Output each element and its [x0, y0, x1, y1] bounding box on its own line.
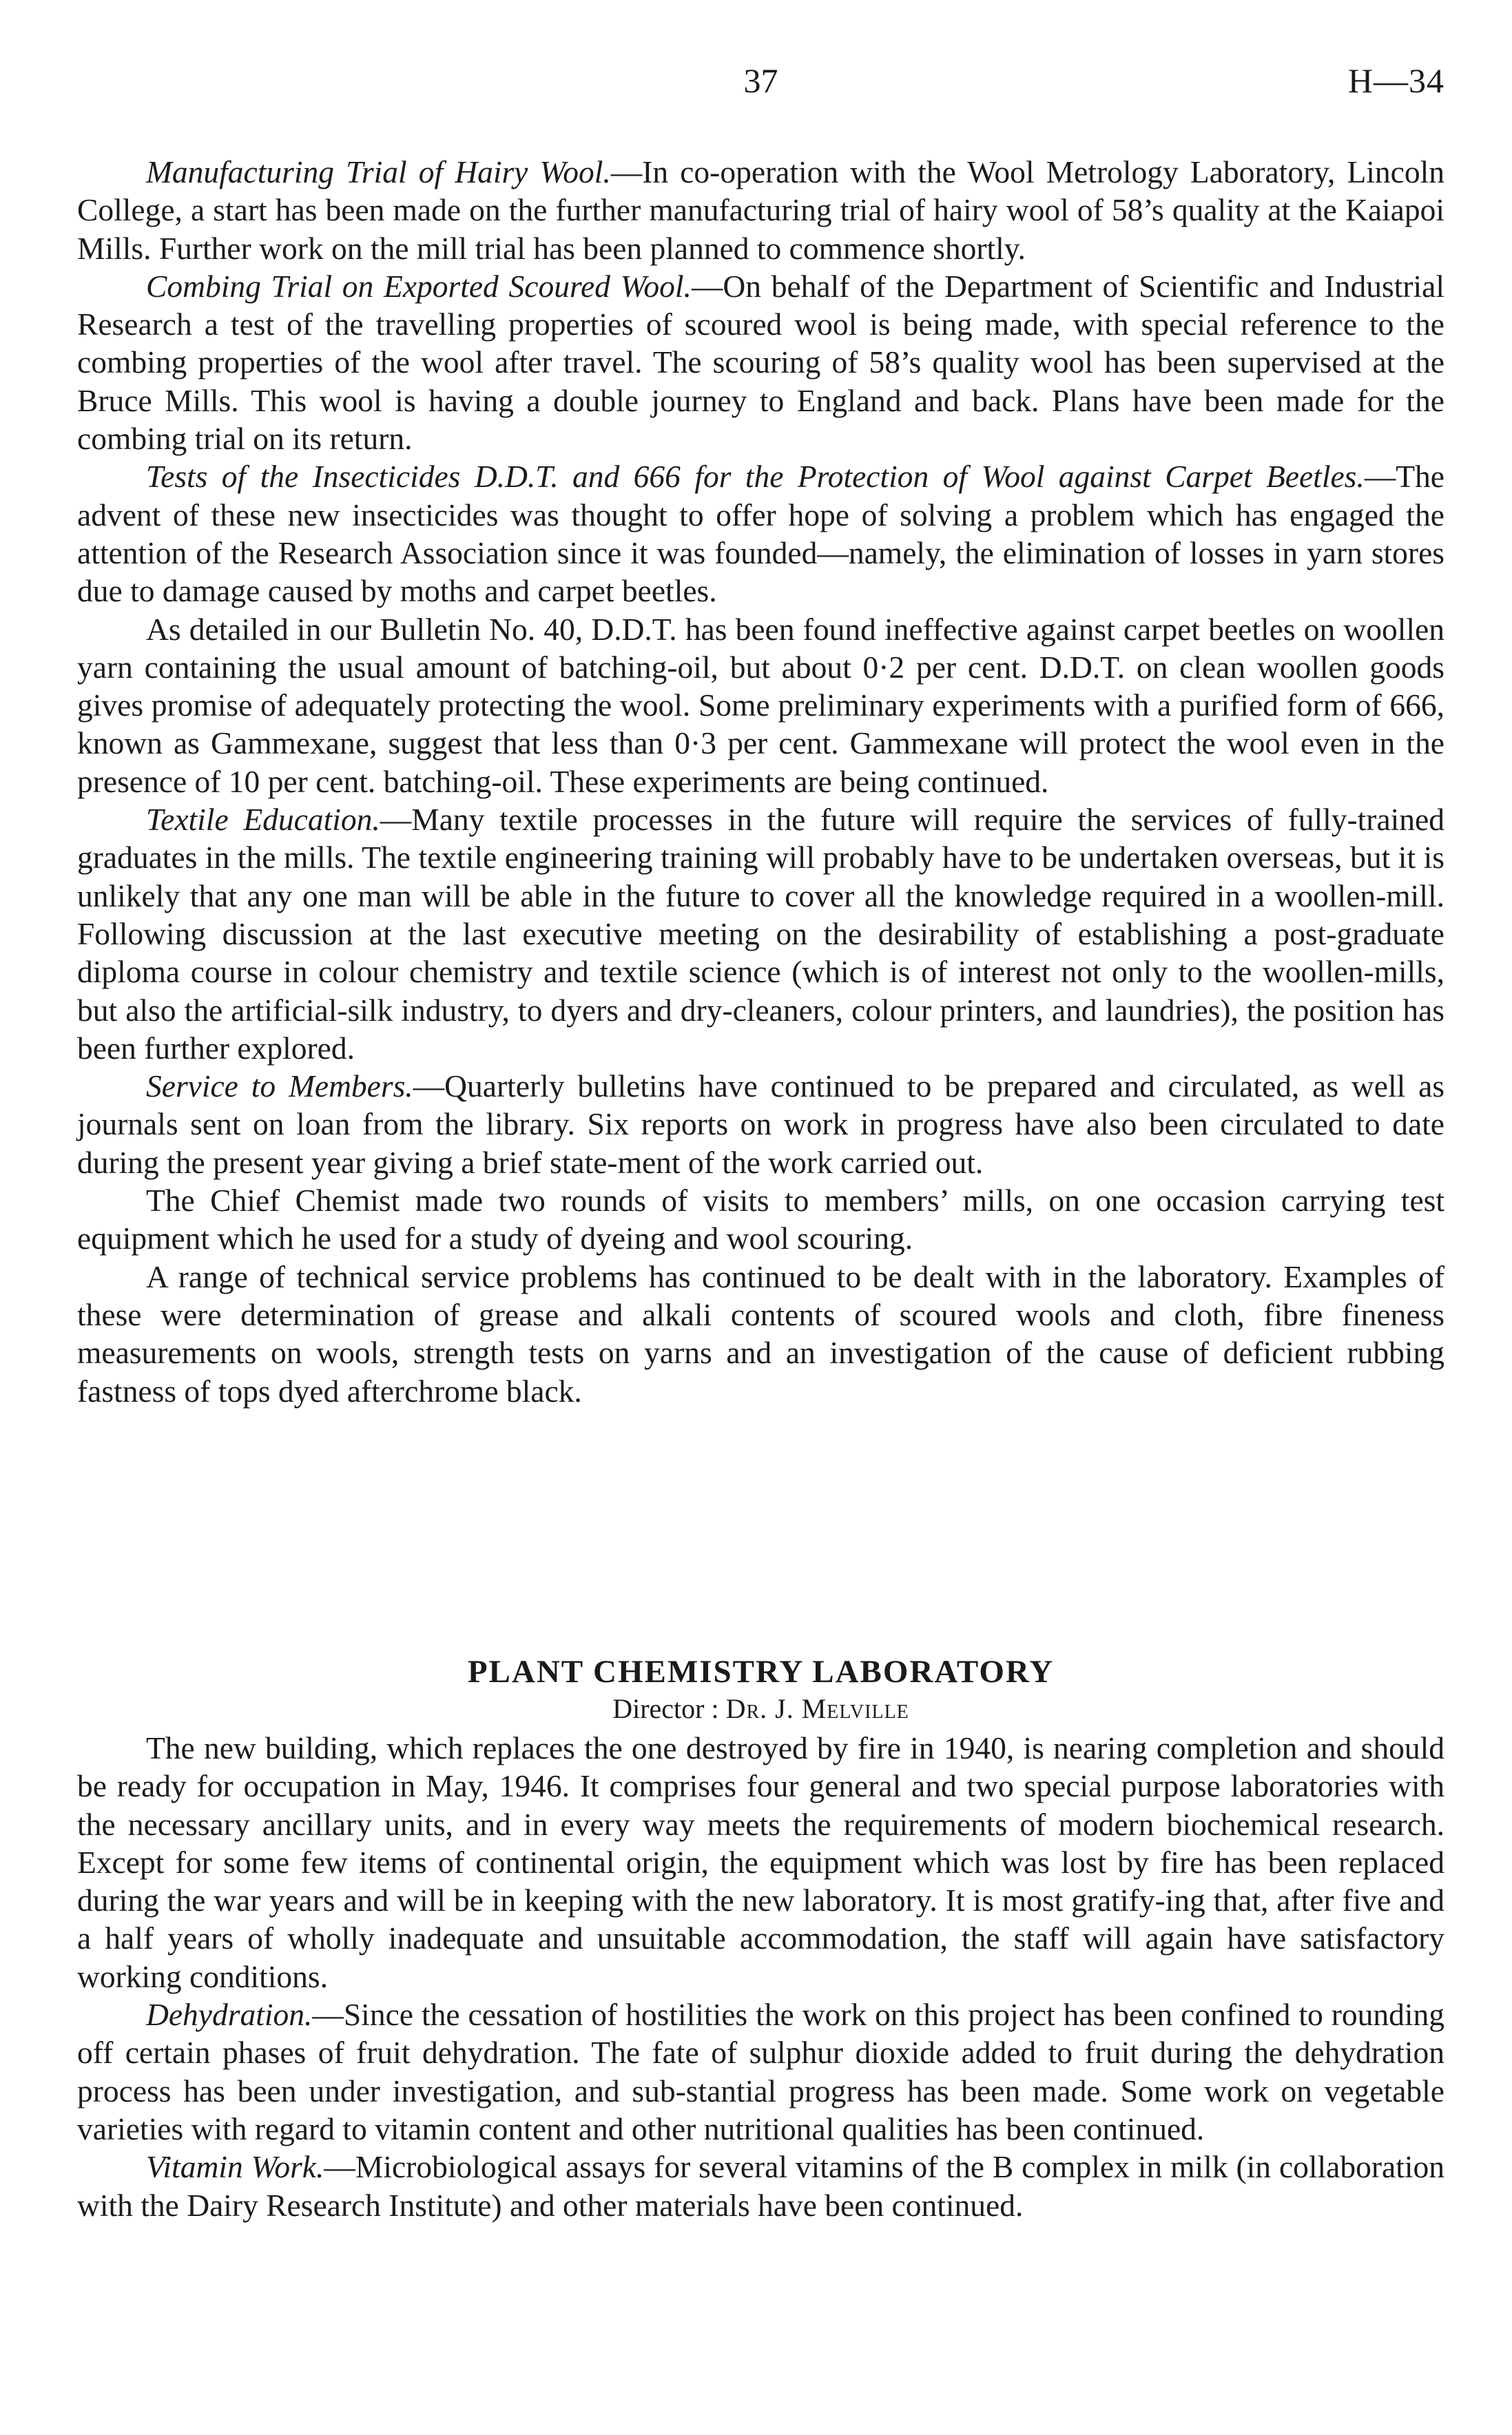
paragraph-text: —The advent of these new insecticides was thought to offer hope of solving a problem which has engaged the attention of the Research Association since it was founded—namely, the elimination of losses in yarn stores due to damage caused by moths and carpet beetles. [77, 459, 1444, 609]
paragraph-title: Manufacturing Trial of Hairy Wool. [146, 154, 611, 189]
body-text [77, 153, 1444, 1410]
paragraph-text: As detailed in our Bulletin No. 40, D.D.T. has been found ineffective against carpet beetles on woollen yarn containing the usual amount of batching-oil, but about 0·2 per cent. D.D.T. on clean woollen goods gives promise of adequately protecting the wool. Some preliminary experiments with a purified form of 666, known as Gammexane, suggest that less than 0·3 per cent. Gammexane will protect the wool even in the presence of 10 per cent. batching-oil. These experiments are being continued. [77, 611, 1444, 799]
paragraph-text: —In co-operation with the Wool Metrology Laboratory, Lincoln College, a start has been made on the further manufacturing trial of hairy wool of 58’s quality at the Kaiapoi Mills. Further work on the mill trial has been planned to commence shortly. [77, 154, 1445, 266]
paragraph-text: —On behalf of the Department of Scientific and Industrial Research a test of the travelling properties of scoured wool is being made, with special reference to the combing properties of the wool after travel. The scouring of 58’s quality wool has been supervised at the Bruce Mills. This wool is having a double journey to England and back. Plans have been made for the combing trial on its return. [77, 268, 1444, 457]
paragraph-new-building [77, 1729, 1444, 1996]
document-code: H—34 [1347, 61, 1444, 100]
paragraph-title: Vitamin Work. [146, 2149, 324, 2185]
paragraph-title: Combing Trial on Exported Scoured Wool. [146, 268, 692, 304]
paragraph-text: The new building, which replaces the one destroyed by fire in 1940, is nearing completion and should be ready for occupation in May, 1946. It comprises four general and two special purpose laboratories with the necessary ancillary units, and in every way meets the requirements of modern biochemical research. Except for some few items of continental origin, the equipment which was lost by fire has been replaced during the war years and will be in keeping with the new laboratory. It is most gratify-ing that, after five and a half years of wholly inadequate and unsuitable accommodation, the staff will again have satisfactory working conditions. [77, 1730, 1444, 1994]
paragraph-text: —Since the cessation of hostilities the work on this project has been confined to rounding off certain phases of fruit dehydration. The fate of sulphur dioxide added to fruit during the dehydration process has been under investigation, and sub-stantial progress has been made. Some work on vegetable varieties with regard to vitamin content and other nutritional qualities has been continued. [77, 1997, 1444, 2146]
section-heading: PLANT CHEMISTRY LABORATORY [467, 1654, 1055, 1690]
page-header [77, 61, 1444, 109]
paragraph-text: —Many textile processes in the future will require the services of fully-trained graduates in the mills. The textile engineering training will probably have to be undertaken overseas, but it is unlikely that any one man will be able in the future to cover all the knowledge required in a woollen-mill. Following discussion at the last executive meeting on the desirability of establishing a post-graduate diploma course in colour chemistry and textile science (which is of interest not only to the woollen-mills, but also the artificial-silk industry, to dyers and dry-cleaners, colour printers, and laundries), the position has been further explored. [77, 802, 1444, 1066]
paragraph-text: —Microbiological assays for several vitamins of the B complex in milk (in collaboration with the Dairy Research Institute) and other materials have been continued. [77, 2149, 1444, 2223]
paragraph-dehydration [77, 1996, 1444, 2148]
paragraph-title: Tests of the Insecticides D.D.T. and 666 for the Protection of Wool against Carpet Beetles. [146, 459, 1365, 495]
paragraph-technical-service [77, 1258, 1444, 1410]
paragraph-manufacturing-trial [77, 153, 1444, 267]
paragraph-chief-chemist-visits [77, 1181, 1444, 1258]
paragraph-text: —Quarterly bulletins have continued to be prepared and circulated, as well as journals sent on loan from the library. Six reports on work in progress have also been circulated to date during the present year giving a brief state-ment of the work carried out. [77, 1068, 1444, 1180]
paragraph-title: Service to Members. [146, 1068, 413, 1104]
paragraph-text: A range of technical service problems has continued to be dealt with in the laboratory. Examples of these were determination of grease and alkali contents of scoured wools and cloth, fibre fineness measurements on wools, strength tests on yarns and an investigation of the cause of deficient rubbing fastness of tops dyed afterchrome black. [77, 1258, 1444, 1409]
plant-chemistry-section [77, 1652, 1444, 2224]
paragraph-text: The Chief Chemist made two rounds of visits to members’ mills, on one occasion carrying test equipment which he used for a study of dyeing and wool scouring. [77, 1183, 1444, 1256]
paragraph-title: Dehydration. [146, 1997, 313, 2033]
paragraph-vitamin-work [77, 2148, 1444, 2224]
page-number: 37 [743, 61, 778, 100]
paragraph-title: Textile Education. [146, 802, 380, 838]
paragraph-textile-education [77, 800, 1444, 1067]
paragraph-ddt-results [77, 610, 1444, 800]
director-line [77, 1692, 1444, 1726]
paragraph-service-to-members [77, 1067, 1444, 1181]
paragraph-combing-trial [77, 267, 1444, 457]
paragraph-insecticide-tests [77, 457, 1444, 610]
director-name: Dr. J. Melville [725, 1693, 909, 1724]
director-label: Director : [612, 1693, 719, 1724]
